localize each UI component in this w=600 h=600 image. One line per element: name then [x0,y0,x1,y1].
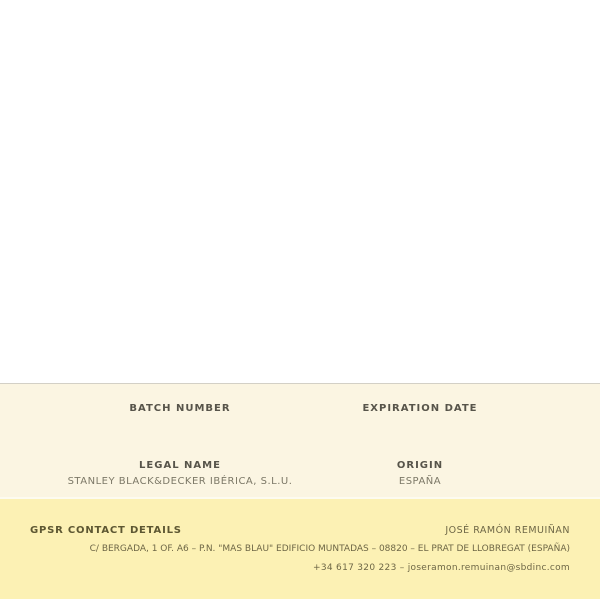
expiration-date-label: EXPIRATION DATE [362,403,478,414]
legal-name-field [30,460,330,487]
product-details-section [0,384,600,497]
origin-label: ORIGIN [396,460,444,471]
details-row-top [0,403,600,419]
gpsr-contact-name: JOSÉ RAMÓN REMUIÑAN [445,525,570,536]
details-row-bottom [0,460,600,487]
gpsr-header-row [30,525,570,536]
gpsr-address: C/ BERGADA, 1 OF. A6 – P.N. "MAS BLAU" EDIFICIO MUNTADAS – 08820 – EL PRAT DE LLOBREGAT (ESPAÑA) [89,544,570,554]
origin-field [330,460,510,487]
gpsr-contact-section [0,497,600,599]
batch-number-field [30,403,330,419]
origin-value: ESPAÑA [398,476,442,487]
legal-name-value: STANLEY BLACK&DECKER IBÉRICA, S.L.U. [67,476,293,487]
expiration-date-field [330,403,510,419]
gpsr-phone-email: +34 617 320 223 – joseramon.remuinan@sbdinc.com [312,563,570,573]
batch-number-label: BATCH NUMBER [129,403,231,414]
legal-name-label: LEGAL NAME [139,460,221,471]
gpsr-title: GPSR CONTACT DETAILS [30,525,182,536]
